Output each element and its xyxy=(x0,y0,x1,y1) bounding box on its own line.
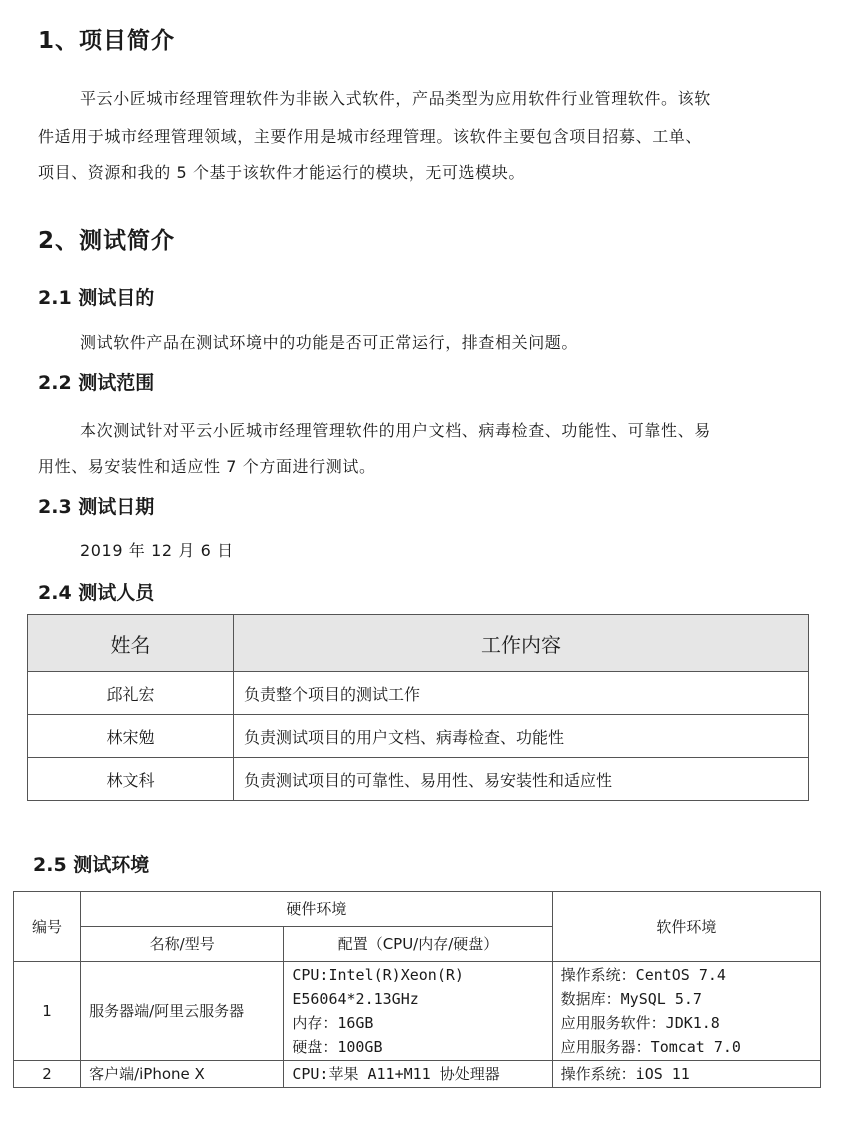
table-row xyxy=(14,1061,821,1088)
table-row xyxy=(28,758,809,801)
environment-table xyxy=(13,891,821,1088)
device-name: 客户端/iPhone X xyxy=(81,1061,284,1088)
purpose-text: 测试软件产品在测试环境中的功能是否可正常运行，排查相关问题。 xyxy=(80,333,579,352)
scope-text-line: 本次测试针对平云小匠城市经理管理软件的用户文档、病毒检查、功能性、可靠性、易 xyxy=(80,421,711,440)
table-row xyxy=(14,962,821,1061)
config-line: E56064*2.13GHz xyxy=(292,990,419,1008)
staff-table-header xyxy=(28,615,809,672)
staff-name: 林宋勉 xyxy=(28,715,234,758)
software-line: 操作系统：iOS 11 xyxy=(560,1065,690,1083)
row-number: 1 xyxy=(14,962,81,1061)
scope-text-line: 用性、易安装性和适应性 7 个方面进行测试。 xyxy=(38,457,376,476)
section-2-5-heading: 2.5 测试环境 xyxy=(33,854,150,876)
section-2-1-heading: 2.1 测试目的 xyxy=(38,287,155,309)
staff-work: 负责测试项目的用户文档、病毒检查、功能性 xyxy=(234,715,809,758)
table-row xyxy=(28,715,809,758)
section-1-paragraph-line: 平云小匠城市经理管理软件为非嵌入式软件，产品类型为应用软件行业管理软件。该软 xyxy=(80,89,711,108)
config-line: 内存：16GB xyxy=(292,1014,374,1032)
config-line: 硬盘：100GB xyxy=(292,1038,383,1056)
section-2-3-heading: 2.3 测试日期 xyxy=(38,496,155,518)
staff-table xyxy=(27,614,809,801)
section-2-2-heading: 2.2 测试范围 xyxy=(38,372,155,394)
software-config xyxy=(552,1061,820,1088)
software-line: 应用服务器：Tomcat 7.0 xyxy=(560,1038,741,1056)
header-number: 编号 xyxy=(14,892,81,962)
header-work: 工作内容 xyxy=(234,615,809,672)
header-software: 软件环境 xyxy=(552,892,820,962)
section-1-paragraph-line: 件适用于城市经理管理领域，主要作用是城市经理管理。该软件主要包含项目招募、工单、 xyxy=(38,127,703,146)
staff-work: 负责测试项目的可靠性、易用性、易安装性和适应性 xyxy=(234,758,809,801)
staff-work: 负责整个项目的测试工作 xyxy=(234,672,809,715)
staff-name: 林文科 xyxy=(28,758,234,801)
test-date: 2019 年 12 月 6 日 xyxy=(80,541,234,560)
section-2-heading: 2、测试简介 xyxy=(38,228,176,254)
header-hardware: 硬件环境 xyxy=(81,892,553,927)
hardware-config xyxy=(284,962,552,1061)
section-1-paragraph-line: 项目、资源和我的 5 个基于该软件才能运行的模块，无可选模块。 xyxy=(38,163,525,182)
device-name: 服务器端/阿里云服务器 xyxy=(81,962,284,1061)
software-config xyxy=(552,962,820,1061)
software-line: 操作系统：CentOS 7.4 xyxy=(560,966,726,984)
header-name-model: 名称/型号 xyxy=(81,927,284,962)
section-2-4-heading: 2.4 测试人员 xyxy=(38,582,155,604)
config-line: CPU:Intel(R)Xeon(R) xyxy=(292,966,464,984)
staff-name: 邱礼宏 xyxy=(28,672,234,715)
table-row xyxy=(28,672,809,715)
hardware-config xyxy=(284,1061,552,1088)
software-line: 数据库：MySQL 5.7 xyxy=(560,990,702,1008)
header-name: 姓名 xyxy=(28,615,234,672)
header-config: 配置（CPU/内存/硬盘） xyxy=(284,927,552,962)
section-1-heading: 1、项目简介 xyxy=(38,28,176,54)
config-line: CPU:苹果 A11+M11 协处理器 xyxy=(292,1065,500,1083)
software-line: 应用服务软件：JDK1.8 xyxy=(560,1014,720,1032)
row-number: 2 xyxy=(14,1061,81,1088)
